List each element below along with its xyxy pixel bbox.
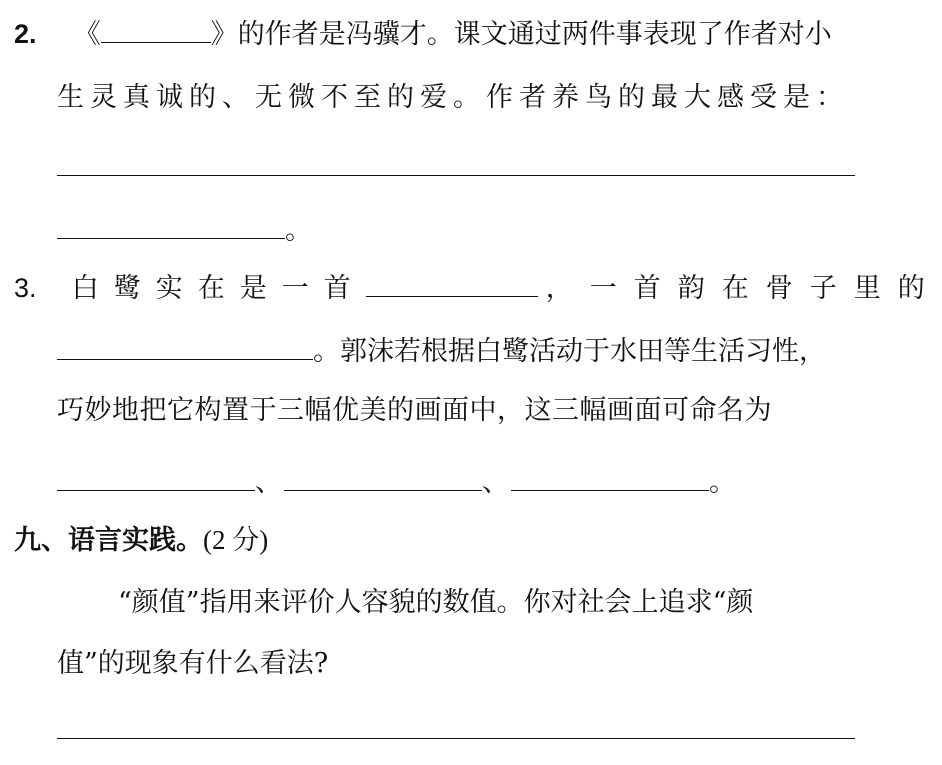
- section-9-heading-line: [14, 522, 268, 558]
- question-3-text-1b: ，一首韵在骨子里的: [545, 273, 942, 304]
- section-9-prompt-line-2: 值”的现象有什么看法?: [57, 648, 329, 679]
- book-title-blank[interactable]: [101, 16, 211, 43]
- question-2-answer-line-2[interactable]: [57, 212, 285, 239]
- section-9-answer-line[interactable]: [57, 738, 855, 739]
- question-2-end-mark: 。: [285, 215, 312, 246]
- question-3-line-4: [57, 464, 736, 500]
- question-2-text-1: 的作者是冯骥才。课文通过两件事表现了作者对小: [237, 19, 832, 50]
- section-9-prompt-line-1: “颜值”指用来评价人容貌的数值。你对社会上追求“颜: [118, 587, 754, 618]
- question-2-line-2: 生灵真诚的、无微不至的爱。作者养鸟的最大感受是：: [57, 82, 849, 113]
- book-title-close-bracket: 》: [210, 19, 238, 50]
- question-3-text-1a: 白鹭实在是一首: [71, 273, 366, 304]
- scene-name-blank-3[interactable]: [511, 464, 709, 491]
- question-3-end-mark: 。: [709, 467, 736, 498]
- poem-blank-1[interactable]: [366, 270, 538, 297]
- section-9-score: (2 分): [203, 525, 269, 555]
- scene-name-blank-2[interactable]: [284, 464, 482, 491]
- section-9-heading: 九、语言实践。: [14, 525, 203, 556]
- book-title-open-bracket: 《: [73, 19, 101, 50]
- question-3-line-3: 巧妙地把它构置于三幅优美的画面中，这三幅画面可命名为: [57, 395, 772, 426]
- question-3-text-2: 。郭沫若根据白鹭活动于水田等生活习性，: [313, 336, 826, 367]
- question-3-number: 3.: [14, 273, 37, 303]
- separator-1: 、: [255, 467, 282, 498]
- question-2-answer-line-1[interactable]: [57, 175, 855, 176]
- question-3-line-1: [14, 270, 942, 306]
- question-2-number: 2.: [14, 19, 37, 49]
- question-2-line-4: [57, 212, 312, 248]
- question-3-line-2: [57, 333, 826, 369]
- question-2-line-1: [14, 16, 832, 52]
- poem-blank-2[interactable]: [57, 333, 313, 360]
- separator-2: 、: [482, 467, 509, 498]
- scene-name-blank-1[interactable]: [57, 464, 255, 491]
